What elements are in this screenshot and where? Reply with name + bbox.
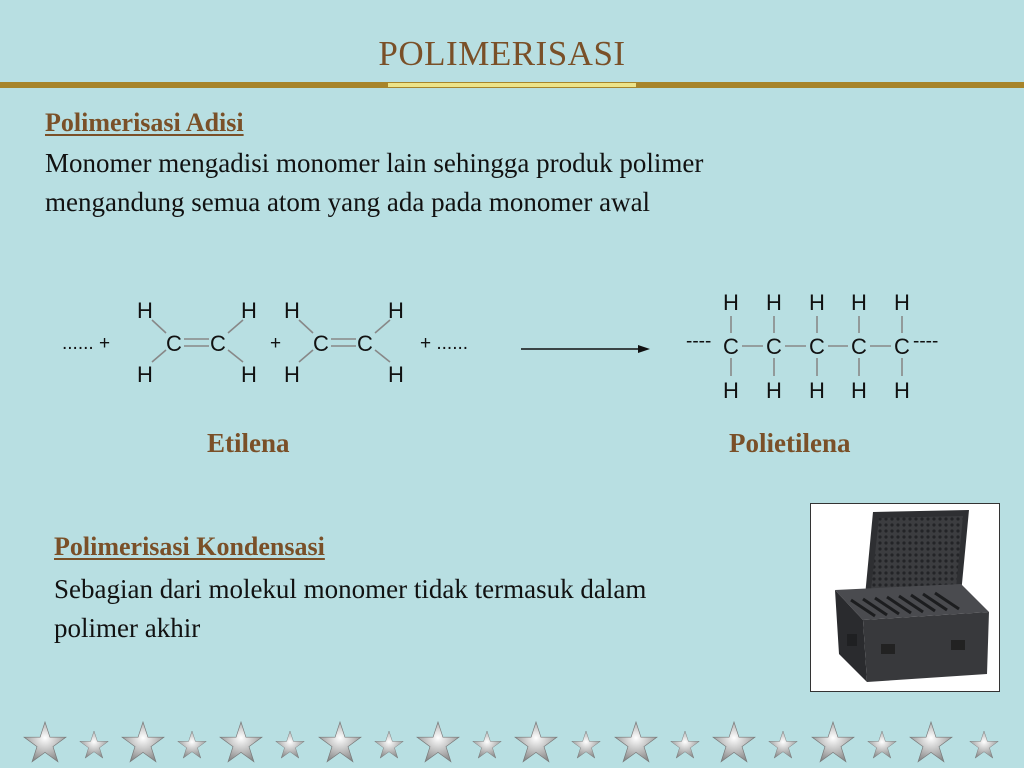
monomer1-h-top-left: H [137, 298, 153, 323]
monomer2-c-left: C [313, 331, 329, 356]
polymer-c-5: C [894, 334, 910, 359]
reaction-trailing: + ...... [420, 333, 469, 354]
polymer-c-2: C [766, 334, 782, 359]
polymer-label: Polietilena [729, 428, 851, 458]
polymer-chain-end-left: ---- [686, 331, 712, 352]
monomer2-h-bottom-left: H [284, 362, 300, 387]
reaction-plus: + [270, 333, 282, 354]
polymer-c-3: C [809, 334, 825, 359]
polymer-h-top-4: H [851, 290, 867, 315]
adisi-line-1: Monomer mengadisi monomer lain sehingga produk polimer [45, 148, 704, 178]
monomer1-c-right: C [210, 331, 226, 356]
equipment-case-icon [811, 504, 999, 691]
page-title: POLIMERISASI [378, 34, 626, 73]
monomer2-h-bottom-right: H [388, 362, 404, 387]
monomer-label: Etilena [207, 428, 290, 458]
reaction-arrow [521, 345, 650, 353]
monomer1-h-bottom-right: H [241, 362, 257, 387]
reaction-leading: ...... + [62, 333, 111, 354]
monomer1-c-left: C [166, 331, 182, 356]
kondensasi-heading: Polimerisasi Kondensasi [54, 532, 325, 561]
kondensasi-description [54, 570, 646, 648]
polymer-c-1: C [723, 334, 739, 359]
monomer2-c-right: C [357, 331, 373, 356]
monomer2-h-top-left: H [284, 298, 300, 323]
kondensasi-line-2: polimer akhir [54, 613, 201, 643]
polymer-h-bottom-5: H [894, 378, 910, 403]
monomer2-h-top-right: H [388, 298, 404, 323]
polymer-h-top-3: H [809, 290, 825, 315]
polymer-h-top-2: H [766, 290, 782, 315]
polymer-h-bottom-3: H [809, 378, 825, 403]
monomer1-h-top-right: H [241, 298, 257, 323]
polymer-h-top-5: H [894, 290, 910, 315]
polymer-chain-end-right: ---- [913, 331, 939, 352]
polymer-h-top-1: H [723, 290, 739, 315]
polymer-h-bottom-2: H [766, 378, 782, 403]
equipment-case-photo [810, 503, 1000, 692]
kondensasi-line-1: Sebagian dari molekul monomer tidak termasuk dalam [54, 574, 647, 604]
adisi-line-2: mengandung semua atom yang ada pada monomer awal [45, 187, 651, 217]
polymer-c-4: C [851, 334, 867, 359]
polymer-h-bottom-1: H [723, 378, 739, 403]
adisi-heading: Polimerisasi Adisi [45, 108, 244, 137]
star-border-icon [0, 716, 1024, 768]
monomer1-h-bottom-left: H [137, 362, 153, 387]
polymer-h-bottom-4: H [851, 378, 867, 403]
